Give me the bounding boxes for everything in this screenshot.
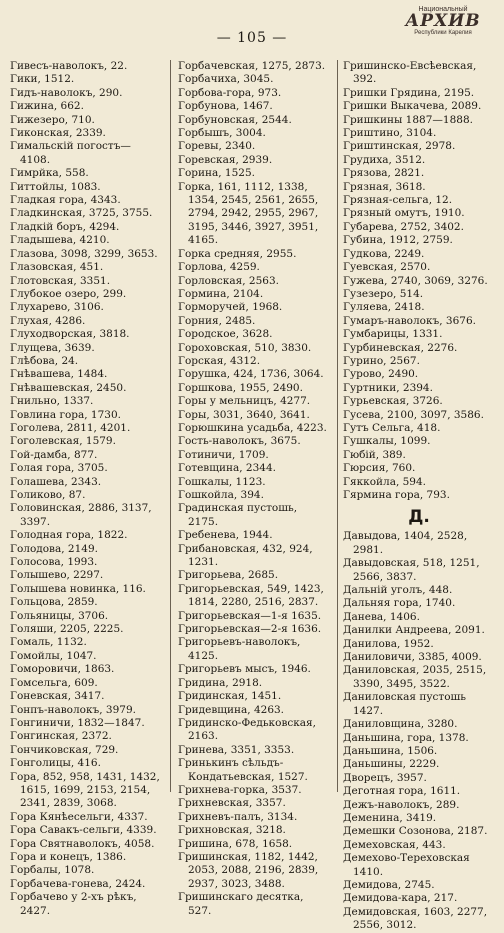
index-entry: Грязный омутъ, 1910.: [343, 207, 465, 220]
index-entry: Горбунова, 1467.: [178, 100, 273, 113]
index-entry: Григорьевъ-наволокъ, 4125.: [178, 636, 301, 662]
stamp-top-text: Национальный: [418, 6, 468, 13]
stamp-bottom-text: Республики Карелия: [414, 30, 472, 36]
index-entry: Глущева, 3639.: [10, 341, 95, 354]
index-entry: Гуляева, 2418.: [343, 301, 425, 314]
index-entry: Голяши, 2205, 2225.: [10, 623, 124, 636]
index-entry: Гора Савакъ-сельги, 4339.: [10, 824, 157, 837]
index-entry: Даньшины, 2229.: [343, 758, 440, 771]
index-entry: Гришки Выкачева, 2089.: [343, 100, 482, 113]
index-entry: Демешки Созонова, 2187.: [343, 825, 488, 838]
index-entry: Гумбарицы, 1331.: [343, 328, 443, 341]
archive-stamp: [388, 6, 498, 46]
index-entry: Горния, 2485.: [178, 314, 256, 327]
index-entry: Гладышева, 4210.: [10, 234, 110, 247]
page-number: — 105 —: [216, 30, 288, 46]
index-entry: Дальній уголъ, 448.: [343, 584, 453, 597]
index-entry: Горбова-гора, 973.: [178, 86, 282, 99]
index-entry: Гомойлы, 1047.: [10, 649, 97, 662]
index-entry: Гимальскій погостъ— 4108.: [10, 140, 131, 166]
index-entry: Гоголевская, 1579.: [10, 435, 116, 448]
index-entry: Гормина, 2104.: [178, 287, 264, 300]
index-column-2: [178, 60, 330, 917]
index-entry: Грихновская, 3218.: [178, 824, 286, 837]
index-entry: Глухарево, 3106.: [10, 301, 104, 314]
index-entry: Грихневъ-палъ, 3134.: [178, 810, 298, 823]
index-entry: Данилки Андреева, 2091.: [343, 624, 485, 637]
index-entry: Деменина, 3419.: [343, 811, 437, 824]
index-entry: Гришина, 678, 1658.: [178, 837, 293, 850]
index-entry: Гришинская, 1182, 1442, 2053, 2088, 2196, 2839, 2937, 3023, 3488.: [178, 850, 319, 890]
index-entry: Даниловская пустошь 1427.: [343, 691, 467, 717]
index-entry: Готевщина, 2344.: [178, 462, 276, 475]
index-entry: Гуевская, 2570.: [343, 261, 431, 274]
index-entry: Гяккойла, 594.: [343, 475, 427, 488]
index-entry: Готиничи, 1709.: [178, 448, 269, 461]
index-entry: Гора и конецъ, 1386.: [10, 850, 127, 863]
index-entry: Гришинскаго десятка, 527.: [178, 891, 304, 917]
index-entry: Гижезеро, 710.: [10, 113, 95, 126]
index-entry: Глухая, 4286.: [10, 314, 86, 327]
index-entry: Грихневская, 3357.: [178, 797, 286, 810]
index-entry: Даньшина, гора, 1378.: [343, 731, 469, 744]
index-entry: Гомсельга, 609.: [10, 676, 98, 689]
index-entry: Демидова, 2745.: [343, 878, 435, 891]
index-entry: Горы у мельницъ, 4277.: [178, 395, 311, 408]
index-entry: Гивесъ-наволокъ, 22.: [10, 60, 128, 72]
index-entry: Гимрйка, 558.: [10, 167, 89, 180]
index-entry: Горы, 3031, 3640, 3641.: [178, 408, 310, 421]
index-entry: Гринева, 3351, 3353.: [178, 743, 295, 756]
index-entry: Гярмина гора, 793.: [343, 489, 450, 501]
index-entry: Гость-наволокъ, 3675.: [178, 435, 301, 448]
index-entry: Горшкова, 1955, 2490.: [178, 381, 303, 394]
index-entry: Дальняя гора, 1740.: [343, 597, 456, 610]
index-entry: Гошкалы, 1123.: [178, 475, 266, 488]
index-entry: Гринькинъ сѣльдъ-Кондатьевская, 1527.: [178, 757, 308, 783]
index-entry: Глѣбова, 24.: [10, 354, 79, 367]
index-column-1: [10, 60, 162, 917]
index-entry: Гора Святнаволокъ, 4058.: [10, 837, 155, 850]
index-entry: Григорьевъ мысъ, 1946.: [178, 663, 311, 676]
index-entry: Голодова, 2149.: [10, 542, 98, 555]
index-entry: Гурьевская, 3726.: [343, 395, 443, 408]
index-entry: Горморучей, 1968.: [178, 301, 283, 314]
index-entry: Даниловщина, 3280.: [343, 718, 458, 731]
index-entry: Градинская пустошь, 2175.: [178, 502, 298, 528]
index-entry: Горская, 4312.: [178, 354, 261, 367]
index-entry: Гришки Грядина, 2195.: [343, 86, 475, 99]
index-entry: Грязная, 3618.: [343, 180, 426, 193]
index-entry: Гутъ Сельга, 418.: [343, 421, 441, 434]
index-entry: Гладкая гора, 4343.: [10, 194, 121, 207]
index-entry: Гужева, 2740, 3069, 3276.: [343, 274, 488, 287]
index-entry: Губина, 1912, 2759.: [343, 234, 453, 247]
index-entry: Горбуновская, 2544.: [178, 113, 292, 126]
index-entry: Гузезеро, 514.: [343, 287, 424, 300]
index-entry: Голая гора, 3705.: [10, 462, 108, 475]
index-entry: Горевская, 2939.: [178, 153, 273, 166]
index-entry: Демехово-Тереховская 1410.: [343, 852, 470, 878]
index-entry: Горлова, 4259.: [178, 261, 260, 274]
index-entry: Горбачево у 2-хъ рѣкъ, 2427.: [10, 891, 137, 917]
index-entry: Гороховская, 510, 3830.: [178, 341, 312, 354]
index-entry: Гурино, 2567.: [343, 354, 420, 367]
index-entry: Дежъ-наволокъ, 289.: [343, 798, 460, 811]
column-divider: [337, 60, 338, 792]
stamp-main-text: АРХИВ: [405, 11, 481, 31]
index-entry: Гой-дамба, 877.: [10, 448, 98, 461]
index-entry: Голышева новинка, 116.: [10, 582, 146, 595]
index-entry: Горевы, 2340.: [178, 140, 256, 153]
index-entry: Гурово, 2490.: [343, 368, 419, 381]
index-entry: Григорьевская—1-я 1635.: [178, 609, 322, 622]
section-letter: Д.: [408, 507, 430, 528]
index-entry: Голодная гора, 1822.: [10, 529, 128, 542]
index-entry: Гридевщина, 4263.: [178, 703, 285, 716]
index-entry: Григорьевская, 549, 1423, 1814, 2280, 2516, 2837.: [178, 582, 324, 609]
index-entry: Григорьевская—2-я 1636.: [178, 623, 322, 636]
index-entry: Гнильно, 1337.: [10, 395, 94, 408]
index-entry: Горбалы, 1078.: [10, 864, 95, 877]
index-entry: Григорьева, 2685.: [178, 569, 279, 582]
index-entry: Гридина, 2918.: [178, 676, 263, 689]
index-entry: Гюрсия, 760.: [343, 462, 416, 475]
index-entry: Демеховская, 443.: [343, 838, 446, 851]
index-entry: Горбачевская, 1275, 2873.: [178, 60, 326, 72]
index-entry: Даньшина, 1506.: [343, 744, 438, 757]
index-entry: Гонгинская, 2372.: [10, 730, 112, 743]
index-entry: Гнѣвашевская, 2450.: [10, 381, 127, 394]
index-entry: Гладкій боръ, 4294.: [10, 220, 120, 233]
index-entry: Гошкойла, 394.: [178, 489, 264, 501]
index-entry: Гоморовичи, 1863.: [10, 663, 115, 676]
index-entry: Грудиха, 3512.: [343, 153, 426, 166]
index-entry: Головинская, 2886, 3137, 3397.: [10, 502, 152, 528]
index-entry: Горбышъ, 3004.: [178, 127, 266, 140]
index-entry: Голашева, 2343.: [10, 475, 102, 488]
index-entry: Гора, 852, 958, 1431, 1432, 1615, 1699, 2153, 2154, 2341, 2839, 3068.: [10, 770, 160, 810]
index-entry: Гришкины 1887—1888.: [343, 113, 473, 126]
index-entry: Гиконская, 2339.: [10, 127, 106, 140]
index-entry: Говлина гора, 1730.: [10, 408, 121, 421]
index-entry: Горушка, 424, 1736, 3064.: [178, 368, 324, 381]
index-entry: Гридинская, 1451.: [178, 690, 282, 703]
index-entry: Дворецъ, 3957.: [343, 771, 427, 784]
index-entry: Горбачева-гонева, 2424.: [10, 877, 146, 890]
index-entry: Гиттойлы, 1083.: [10, 180, 101, 193]
index-entry: Горина, 1525.: [178, 167, 255, 180]
index-entry: Голиково, 87.: [10, 489, 86, 501]
index-entry: Гончиковская, 729.: [10, 743, 119, 756]
index-entry: Горка, 161, 1112, 1338, 1354, 2545, 2561, 2655, 2794, 2942, 2955, 2967, 3195, 3446, 3927, 3951, 4165.: [178, 180, 319, 247]
index-entry: Глазовская, 451.: [10, 261, 104, 274]
index-entry: Гришинско-Евсѣевская, 392.: [343, 60, 477, 86]
index-entry: Гуртники, 2394.: [343, 381, 433, 394]
index-entry: Гридинско-Федьковская, 2163.: [178, 716, 317, 743]
index-entry: Гребенева, 1944.: [178, 529, 273, 542]
index-entry: Гриштинская, 2978.: [343, 140, 456, 153]
index-entry: Гюбій, 389.: [343, 448, 406, 461]
index-entry: Грибановская, 432, 924, 1231.: [178, 542, 313, 569]
index-column-3: [343, 60, 495, 932]
index-entry: Грязная-сельга, 12.: [343, 194, 453, 207]
index-entry: Гомаль, 1132.: [10, 636, 87, 649]
index-entry: Давыдова, 1404, 2528, 2981.: [343, 530, 468, 556]
index-entry: Гладкинская, 3725, 3755.: [10, 207, 153, 220]
index-entry: Горбачиха, 3045.: [178, 73, 274, 86]
index-entry: Гора Кянѣесельги, 4337.: [10, 810, 148, 823]
index-entry: Глазова, 3098, 3299, 3653.: [10, 247, 158, 260]
index-entry: Гурбиневская, 2276.: [343, 341, 458, 354]
index-entry: Глуходворская, 3818.: [10, 328, 130, 341]
index-entry: Грихнева-горка, 3537.: [178, 783, 302, 796]
index-entry: Глубокое озеро, 299.: [10, 287, 127, 300]
index-entry: Гонголицы, 416.: [10, 757, 101, 770]
index-entry: Гонпъ-наволокъ, 3979.: [10, 703, 136, 716]
index-entry: Данилова, 1952.: [343, 637, 434, 650]
column-divider: [170, 60, 171, 792]
index-entry: Гушкалы, 1099.: [343, 435, 431, 448]
index-entry: Глотовская, 3351.: [10, 274, 111, 287]
index-entry: Городское, 3628.: [178, 328, 273, 341]
index-entry: Гоневская, 3417.: [10, 690, 105, 703]
index-entry: Гижина, 662.: [10, 100, 84, 113]
index-entry: Гумаръ-наволокъ, 3676.: [343, 314, 476, 327]
index-entry: Гики, 1512.: [10, 73, 75, 86]
index-entry: Губарева, 2752, 3402.: [343, 220, 464, 233]
index-entry: Давыдовская, 518, 1251, 2566, 3837.: [343, 557, 480, 583]
index-entry: Гольцова, 2859.: [10, 596, 98, 609]
index-entry: Грязова, 2821.: [343, 167, 425, 180]
index-entry: Даниловичи, 3385, 4009.: [343, 651, 482, 664]
index-entry: Гольяницы, 3706.: [10, 609, 109, 622]
index-entry: Гудкова, 2249.: [343, 247, 425, 260]
index-entry: Гриштино, 3104.: [343, 127, 437, 140]
index-entry: Голосова, 1993.: [10, 556, 98, 569]
index-entry: Деготная гора, 1611.: [343, 785, 461, 798]
index-entry: Гусева, 2100, 3097, 3586.: [343, 408, 484, 421]
index-entry: Демидова-кара, 217.: [343, 892, 458, 905]
index-entry: Гоголева, 2811, 4201.: [10, 421, 131, 434]
index-entry: Демидовская, 1603, 2277, 2556, 3012.: [343, 905, 488, 932]
index-entry: Гидъ-наволокъ, 290.: [10, 86, 123, 99]
index-entry: Горюшкина усадьба, 4223.: [178, 421, 327, 434]
index-entry: Голышево, 2297.: [10, 569, 104, 582]
index-entry: Гнѣвашева, 1484.: [10, 368, 108, 381]
index-entry: Горловская, 2563.: [178, 274, 279, 287]
index-entry: Гонгиничи, 1832—1847.: [10, 716, 145, 729]
index-entry: Даниловская, 2035, 2515, 3390, 3495, 3522.: [343, 664, 487, 690]
index-entry: Горка средняя, 2955.: [178, 247, 297, 260]
index-entry: Данева, 1406.: [343, 610, 420, 623]
